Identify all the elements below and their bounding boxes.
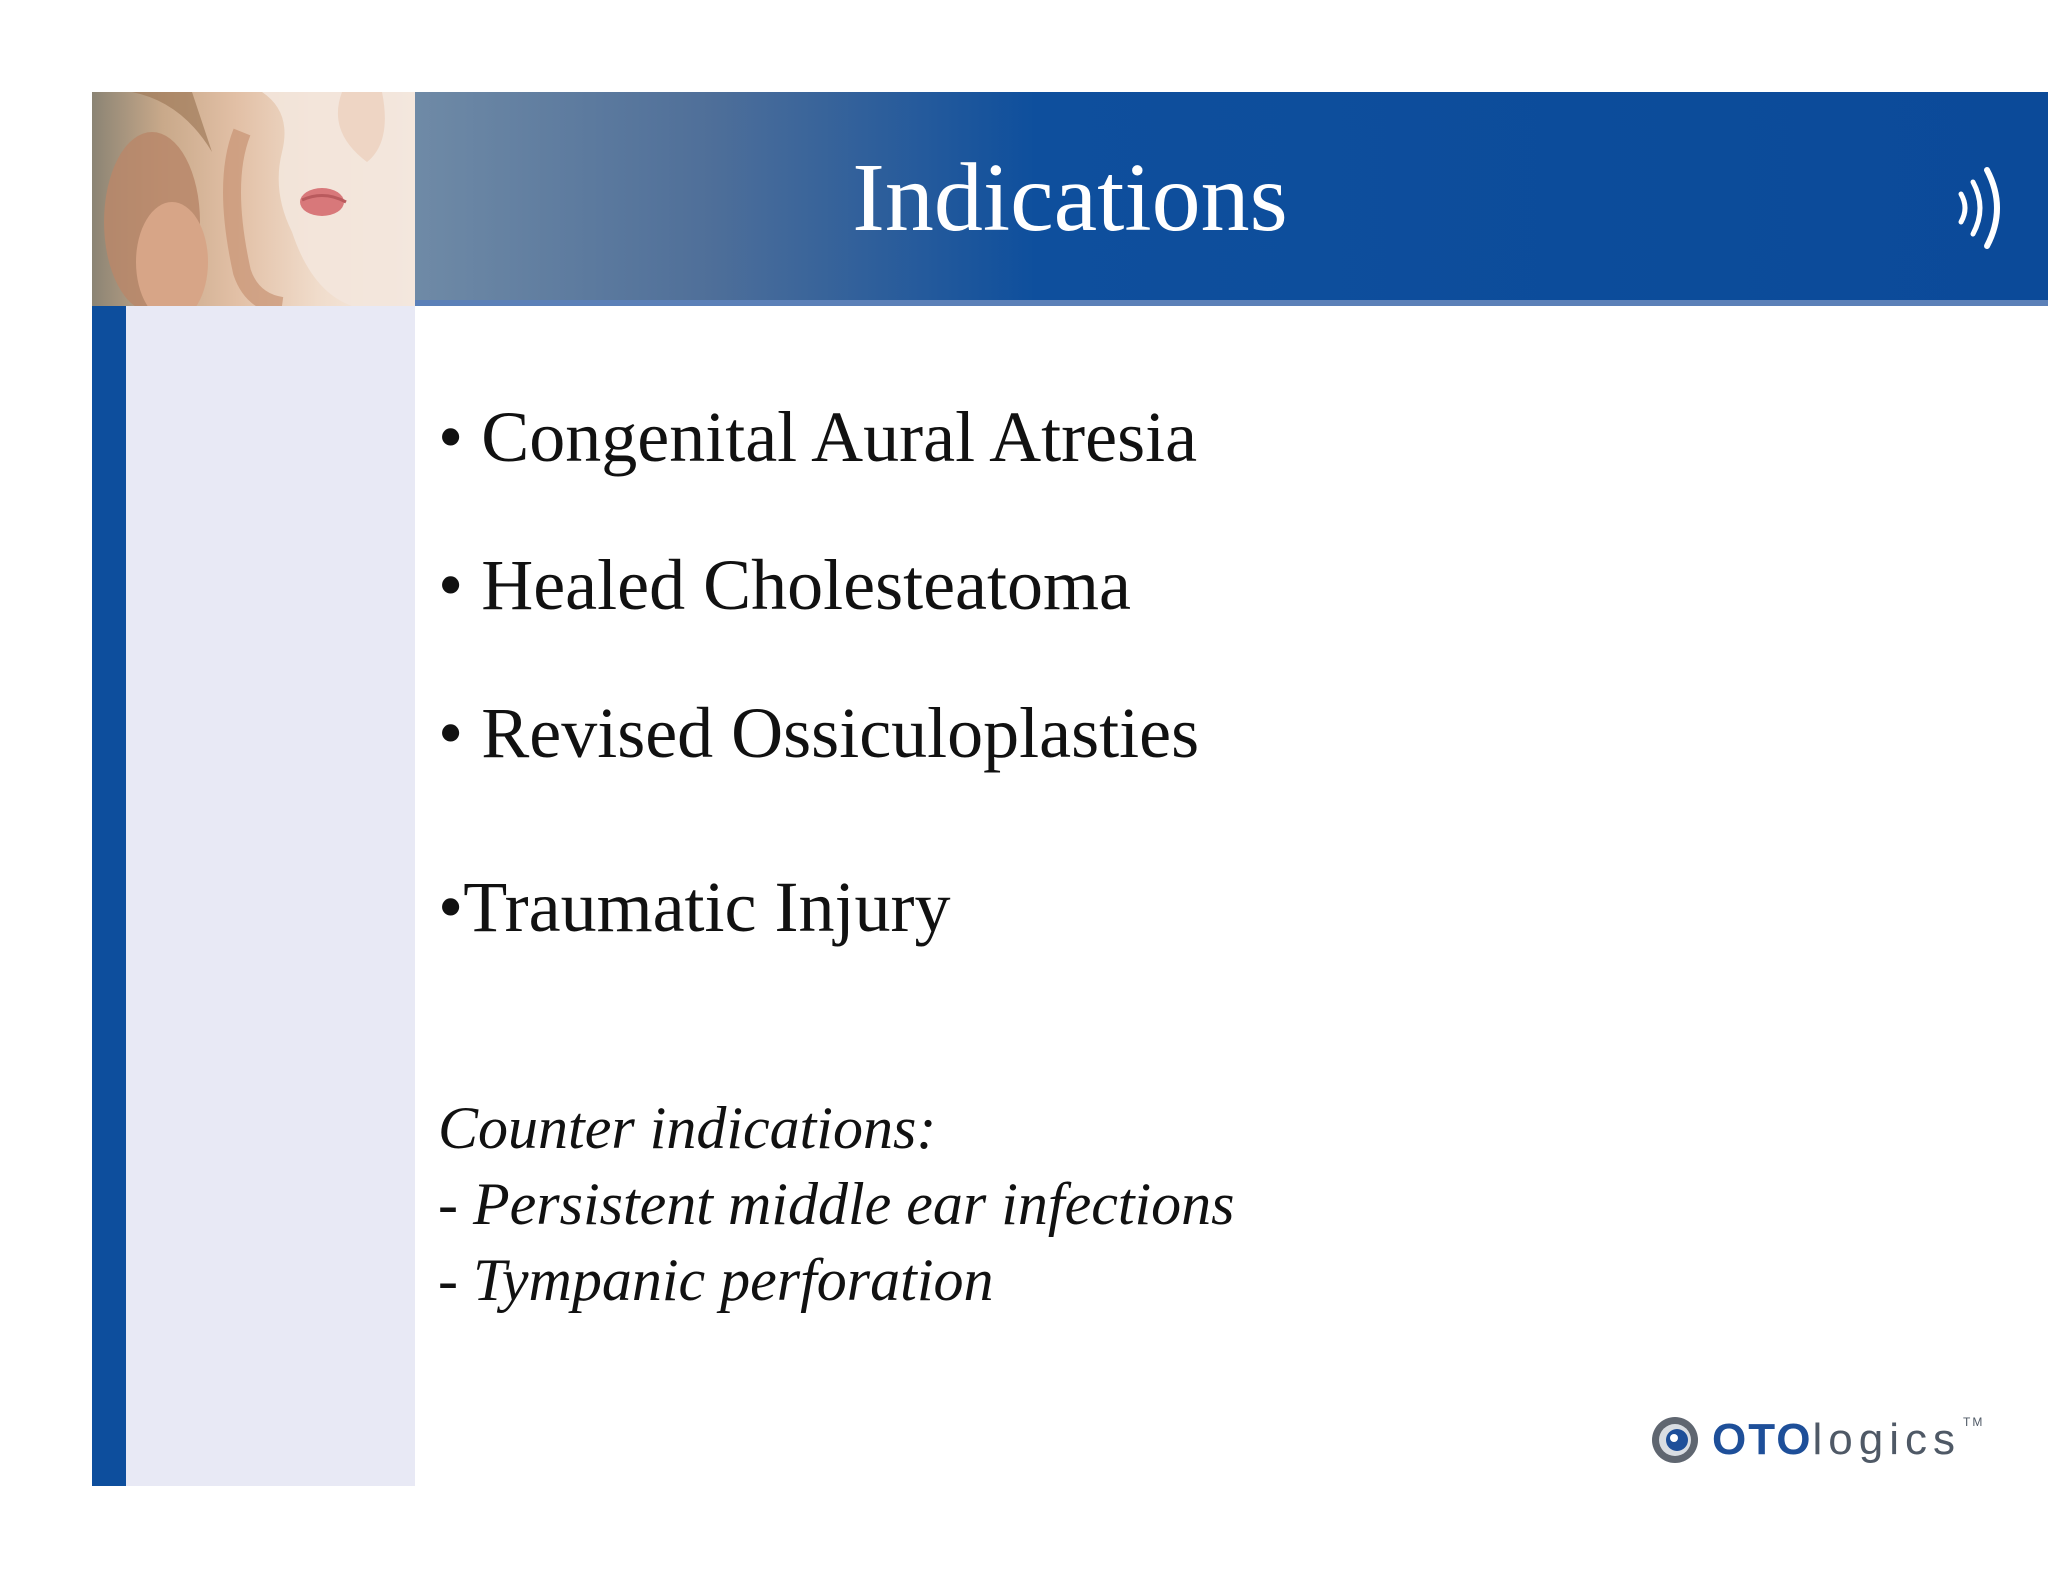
slide-title: Indications xyxy=(852,144,1288,252)
photo-illustration xyxy=(92,92,415,306)
counter-indications xyxy=(438,1090,1235,1318)
sound-waves-icon xyxy=(1955,160,2015,256)
sidebar-panel xyxy=(126,306,415,1486)
logo-regular-part: logics xyxy=(1812,1415,1962,1464)
logo-trademark: TM xyxy=(1963,1415,1985,1429)
counter-item: - Persistent middle ear infections xyxy=(438,1171,1235,1237)
list-item: •Traumatic Injury xyxy=(438,867,951,947)
sidebar-accent-bar xyxy=(92,306,126,1486)
list-item: • Revised Ossiculoplasties xyxy=(438,693,1200,773)
list-item: • Healed Cholesteatoma xyxy=(438,545,1131,625)
logo-wordmark xyxy=(1712,1415,1984,1465)
counter-item: - Tympanic perforation xyxy=(438,1247,994,1313)
otologics-logo xyxy=(1650,1400,1984,1480)
logo-bold-part: OTO xyxy=(1712,1415,1813,1464)
list-item: • Congenital Aural Atresia xyxy=(438,397,1198,477)
ear-whisper-photo xyxy=(92,92,415,306)
counter-heading: Counter indications: xyxy=(438,1095,937,1161)
otologics-logo-mark xyxy=(1650,1415,1700,1465)
